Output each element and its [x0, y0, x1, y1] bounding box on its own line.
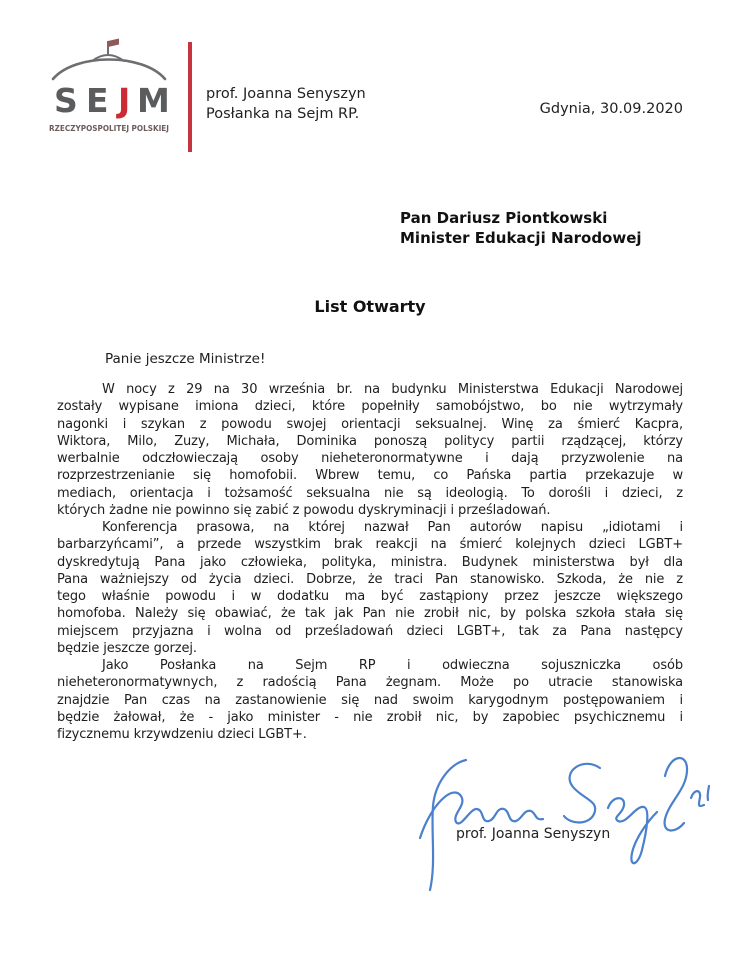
recipient-title: Minister Edukacji Narodowej — [400, 229, 642, 247]
salutation: Panie jeszcze Ministrze! — [105, 351, 266, 367]
body-line: Wiktora, Milo, Zuzy, Michała, Dominika ponoszą politycy partii rządzącej, którzy — [57, 433, 683, 449]
body-line: barbarzyńcami”, a przede wszystkim brak reakcji na śmierć kolejnych dzieci LGBT+ — [57, 537, 683, 553]
body-line: Jako Posłanka na Sejm RP i odwieczna sojuszniczka osób — [102, 658, 683, 673]
body-line: dyskredytują Pana jako człowieka, polityka, ministra. Budynek ministerstwa był dla — [57, 554, 683, 570]
body-line: W nocy z 29 na 30 września br. na budynku Ministerstwa Edukacji Narodowej — [102, 382, 683, 397]
body-line: Konferencja prasowa, na której nazwał Pan autorów napisu „idiotami i — [102, 520, 683, 535]
body-line: rozprzestrzenianie się homofobii. Wbrew temu, co Pańska partia przekazuje w — [57, 468, 683, 484]
logo-subtitle: RZECZYPOSPOLITEJ POLSKIEJ — [49, 124, 170, 133]
recipient-block — [400, 208, 642, 248]
body-line: zostały wypisane imiona dzieci, które popełniły samobójstwo, bo nie wytrzymały — [57, 399, 683, 415]
body-line: tego właśnie powodu i w dodatku ma być zastąpiony przez jeszcze większego — [57, 589, 683, 604]
svg-text:J: J — [118, 81, 131, 120]
body-line: nagonki i szykan z powodu swojej orientacji seksualnej. Winę za śmierć Kacpra, — [57, 416, 683, 432]
body-line: homofoba. Należy się obawiać, że tak jak Pan nie zrobił nic, by polska szkoła stała się — [57, 606, 683, 622]
red-divider — [188, 42, 192, 152]
dateline: Gdynia, 30.09.2020 — [539, 101, 683, 117]
svg-text:S: S — [54, 81, 78, 120]
body-line: werbalnie odczłowieczają osoby nieheteronormatywne i dają przyzwolenie na — [57, 451, 683, 466]
logo-flag-icon — [108, 39, 119, 55]
svg-text:M: M — [137, 81, 170, 120]
sender-name: prof. Joanna Senyszyn — [206, 86, 366, 102]
sender-role: Posłanka na Sejm RP. — [206, 106, 360, 122]
body-line: będzie jeszcze gorzej. — [57, 640, 197, 656]
logo-dome-icon — [53, 55, 165, 79]
sejm-logo — [42, 36, 176, 144]
body-line: których żadne nie powinno się zabić z powodu dyskryminacji i prześladowań. — [57, 502, 551, 518]
body-line: Pana ważniejszy od życia dzieci. Dobrze, że traci Pan stanowisko. Szkoda, że nie z — [57, 571, 683, 587]
sender-block — [206, 84, 366, 124]
signature-strokes — [420, 758, 709, 890]
body-line: mediach, orientacja i tożsamość seksualna nie są ideologią. To dorośli i dzieci, z — [57, 485, 683, 501]
recipient-name: Pan Dariusz Piontkowski — [400, 209, 608, 227]
letter-title: List Otwarty — [314, 297, 426, 316]
letter-body — [57, 381, 683, 743]
logo-wordmark — [54, 81, 170, 120]
svg-text:E: E — [86, 81, 109, 120]
body-line: nieheteronormatywnych, z radością Pana żegnam. Może po utracie stanowiska — [57, 675, 683, 691]
body-line: fizycznemu krzywdzeniu dzieci LGBT+. — [57, 727, 307, 742]
body-line: będzie żałował, że - jako minister - nie zrobił nic, by zapobiec psychicznemu i — [57, 709, 683, 725]
body-line: miejscem przyjazna i wolna od prześladowań dzieci LGBT+, tak za Pana następcy — [57, 623, 683, 639]
handwritten-signature — [403, 744, 718, 896]
signature-typed-name: prof. Joanna Senyszyn — [456, 826, 611, 842]
body-line: znajdzie Pan czas na zastanowienie się nad swoim karygodnym postępowaniem i — [57, 692, 683, 708]
